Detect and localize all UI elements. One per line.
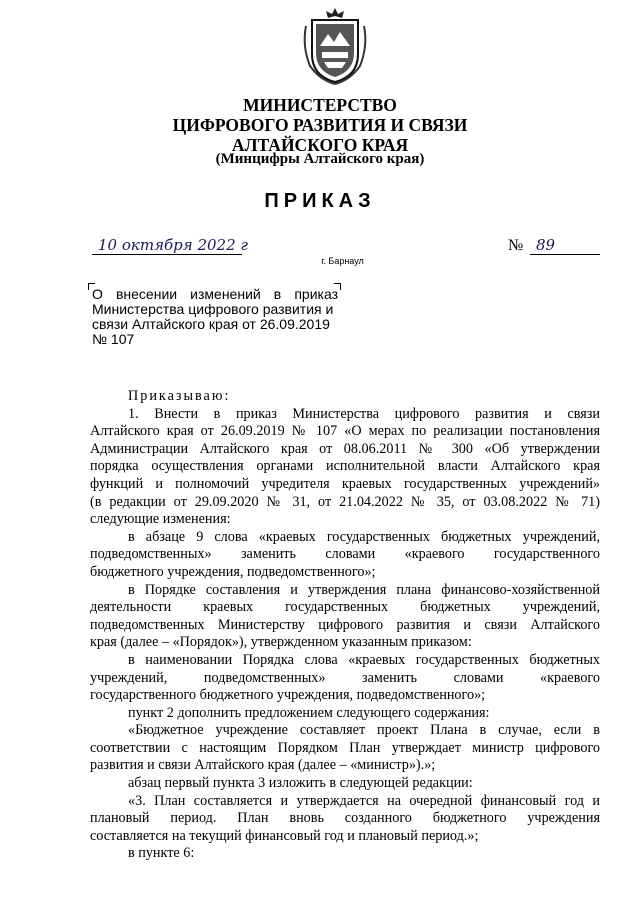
ministry-short-name: (Минцифры Алтайского края) <box>215 151 425 167</box>
body-line: абзац первый пункта 3 изложить в следующей редакции: <box>128 775 473 792</box>
body-line: деятельности краевых государственных бюджетных учреждений, <box>90 599 600 616</box>
document-body <box>90 388 600 863</box>
subject-line: № 107 <box>92 331 135 347</box>
city: г. Барнаул <box>321 256 364 266</box>
body-line: пункт 2 дополнить предложением следующего содержания: <box>128 704 490 721</box>
body-line: составляется на текущий финансовый год и плановый период.»; <box>90 827 479 844</box>
body-line: края (далее – «Порядок»), утвержденном указанным приказом: <box>90 634 472 651</box>
body-line: следующие изменения: <box>90 511 231 528</box>
header-line: МИНИСТЕРСТВО <box>243 95 397 115</box>
body-line: Алтайского края от 26.09.2019 № 107 «О мерах по реализации постановления <box>90 423 600 440</box>
subject-line: О внесении изменений в приказ <box>92 286 338 302</box>
document-date: 10 октября 2022 г <box>98 236 248 254</box>
order-word: Приказываю: <box>128 388 231 404</box>
body-line: «Бюджетное учреждение составляет проект Плана в случае, если в <box>128 722 600 739</box>
date-underline <box>92 254 242 255</box>
body-line: подведомственных» заменить словами «краевого государственного <box>90 546 600 563</box>
body-line: функций и полномочий учредителя краевых государственных учреждений» <box>90 475 600 492</box>
body-line: подведомственных Министерству цифрового развития и связи Алтайского <box>90 616 600 633</box>
body-line: бюджетного учреждения, подведомственного»; <box>90 563 376 580</box>
document-subject <box>92 287 338 347</box>
body-line: плановый период. План вновь созданного бюджетного учреждения <box>90 810 600 827</box>
body-line: Администрации Алтайского края от 08.06.2011 № 300 «Об утверждении <box>90 440 600 457</box>
number-underline <box>530 254 600 255</box>
subject-line: связи Алтайского края от 26.09.2019 <box>92 316 330 332</box>
body-line: в абзаце 9 слова «краевых государственных бюджетных учреждений, <box>128 528 600 545</box>
header-line: ЦИФРОВОГО РАЗВИТИЯ И СВЯЗИ <box>172 115 468 135</box>
body-line: в наименовании Порядка слова «краевых государственных бюджетных <box>128 651 600 668</box>
coat-of-arms-emblem <box>300 6 370 86</box>
body-line: 1. Внести в приказ Министерства цифрового развития и связи <box>128 405 600 422</box>
body-line: учреждений, подведомственных» заменить словами «краевого <box>90 669 600 686</box>
header-line: АЛТАЙСКОГО КРАЯ <box>231 135 409 155</box>
body-line: «3. План составляется и утверждается на очередной финансовый год и <box>128 792 600 809</box>
body-line: в пункте 6: <box>128 845 195 862</box>
body-line: порядка осуществления органами исполнительной власти Алтайского края <box>90 458 600 475</box>
body-line: (в редакции от 29.09.2020 № 31, от 21.04.2022 № 35, от 03.08.2022 № 71) <box>90 493 600 510</box>
body-line: государственного бюджетного учреждения, подведомственного»; <box>90 687 486 704</box>
document-number: 89 <box>536 236 556 254</box>
body-line: развития и связи Алтайского края (далее – «министр»).»; <box>90 757 436 774</box>
body-line: в Порядке составления и утверждения плана финансово-хозяйственной <box>128 581 600 598</box>
number-label: № <box>508 237 524 254</box>
altai-krai-coat-of-arms-icon <box>300 6 370 86</box>
ministry-header <box>0 95 640 155</box>
body-line: соответствии с настоящим Порядком План утверждает министр цифрового <box>90 739 600 756</box>
subject-line: Министерства цифрового развития и <box>92 301 334 317</box>
document-type: ПРИКАЗ <box>264 190 376 212</box>
